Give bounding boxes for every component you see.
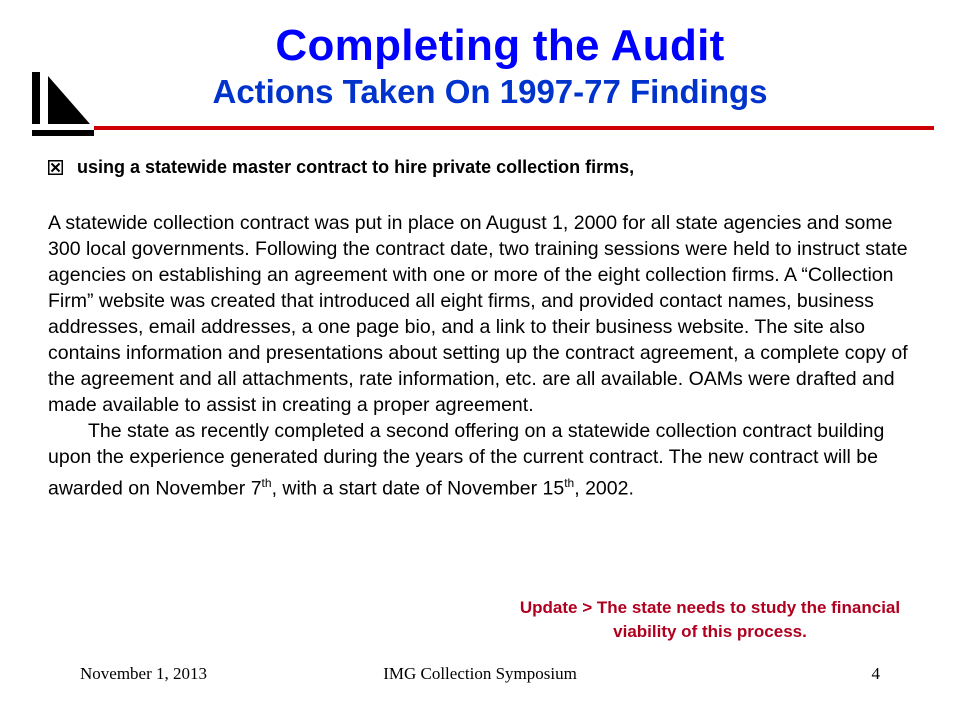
footer-event: IMG Collection Symposium xyxy=(383,664,577,683)
paragraph-2-part-2: , with a start date of November 15 xyxy=(271,477,565,500)
superscript-th-1: th xyxy=(261,476,272,490)
slide-title: Completing the Audit xyxy=(275,21,725,70)
title-divider xyxy=(94,126,934,130)
sailboat-logo-icon xyxy=(30,70,94,138)
paragraph-2 xyxy=(48,418,928,502)
slide-subtitle: Actions Taken On 1997-77 Findings xyxy=(212,73,768,110)
bullet-item xyxy=(48,157,928,178)
paragraph-1: A statewide collection contract was put in place on August 1, 2000 for all state agencies and some 300 local governments. Following the contract date, two training sessions were held to instruct state agencies on establishing an agreement with one or more of the eight collection firms. A “Collection Firm” website was created that introduced all eight firms, and provided contact names, business addresses, email addresses, a one page bio, and a link to their business website. The site also contains information and presentations about setting up the contract agreement, a complete copy of the agreement and all attachments, rate information, etc. are all available. OAMs were drafted and made available to assist in creating a proper agreement. xyxy=(48,212,908,416)
checkbox-x-icon xyxy=(48,160,63,175)
paragraph-2-part-1: The state as recently completed a second offering on a statewide collection contract building upon the experience generated during the years of the current contract. The new contract will be awarded on November 7 xyxy=(48,420,885,500)
superscript-th-2: th xyxy=(564,476,575,490)
bullet-text: using a statewide master contract to hire private collection firms, xyxy=(77,157,635,177)
update-note: Update > The state needs to study the financial viability of this process. xyxy=(519,598,901,641)
paragraph-2-part-3: , 2002. xyxy=(574,477,634,500)
footer-page-number: 4 xyxy=(871,664,880,683)
footer-date: November 1, 2013 xyxy=(80,664,208,683)
body-text xyxy=(48,210,928,502)
